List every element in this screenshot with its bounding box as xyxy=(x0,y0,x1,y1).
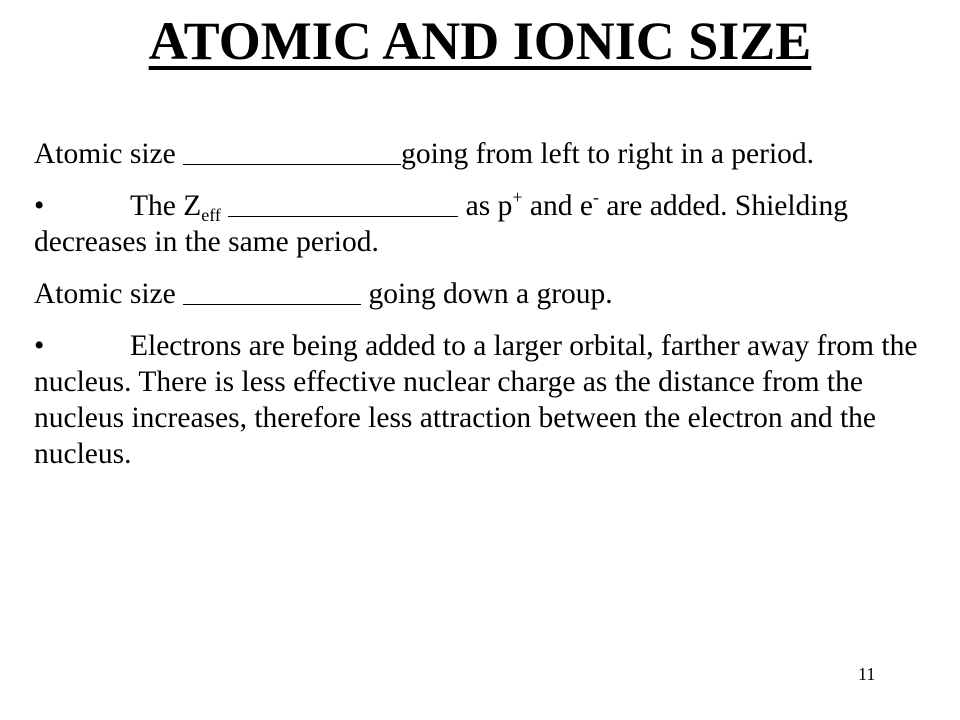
slide-title-text: ATOMIC AND IONIC SIZE xyxy=(148,11,812,71)
slide-title xyxy=(0,8,960,74)
fill-in-blank[interactable] xyxy=(183,298,361,303)
text-segment: going down a group. xyxy=(361,278,613,310)
text-segment: and e xyxy=(522,190,593,222)
slide-body xyxy=(34,136,924,488)
bullet-zeff xyxy=(34,188,924,260)
subscript-eff: eff xyxy=(201,205,221,225)
text-segment: as p xyxy=(458,190,513,222)
bullet-marker: • xyxy=(34,190,45,222)
text-segment: The Z xyxy=(130,190,202,222)
paragraph-atomic-size-group xyxy=(34,276,924,312)
fill-in-blank[interactable] xyxy=(228,210,458,215)
fill-in-blank[interactable] xyxy=(183,158,401,163)
superscript-plus: + xyxy=(512,187,523,207)
superscript-minus: - xyxy=(592,187,599,207)
page-number: 11 xyxy=(858,664,876,684)
text-segment: Atomic size xyxy=(34,138,184,170)
text-segment: going from left to right in a period. xyxy=(401,138,815,170)
bullet-electrons xyxy=(34,328,924,472)
text-segment: Electrons are being added to a larger orbital, farther away from the nucleus. There is less effective nuclear charge as the distance from the nucleus increases, therefore less attraction between the electron and the nucleus. xyxy=(34,330,918,470)
paragraph-atomic-size-period xyxy=(34,136,924,172)
text-segment: Atomic size xyxy=(34,278,184,310)
bullet-marker: • xyxy=(34,330,45,362)
text-segment: are added. Shielding decreases in the same period. xyxy=(34,190,849,258)
